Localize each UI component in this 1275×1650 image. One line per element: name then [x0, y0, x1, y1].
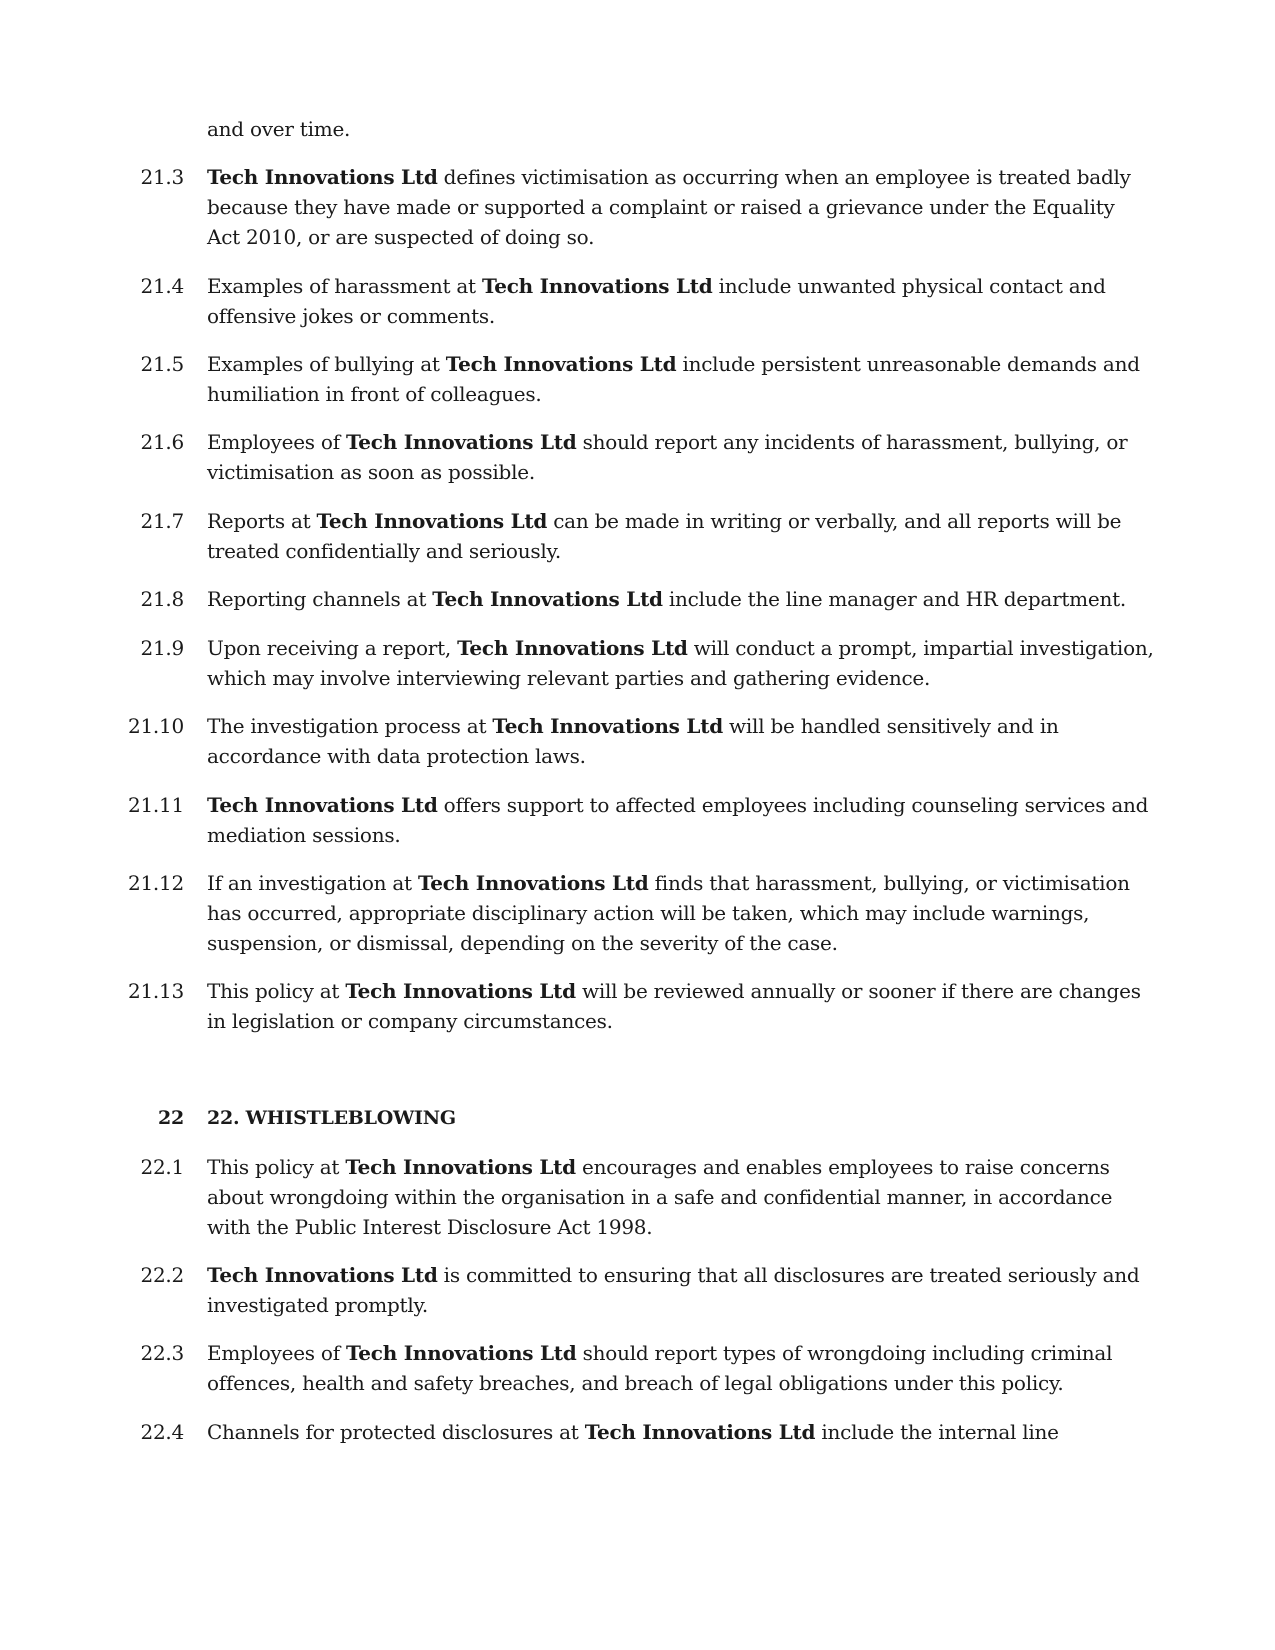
clause-line: because they have made or supported a complaint or raised a grievance under the Equality — [207, 195, 1115, 219]
clause-line: has occurred, appropriate disciplinary action will be taken, which may include warnings, — [207, 901, 1090, 925]
clause-line: If an investigation at Tech Innovations Ltd finds that harassment, bullying, or victimisation — [207, 871, 1130, 895]
clause-number: 21.13 — [127, 979, 184, 1003]
clause-number: 22.1 — [140, 1155, 184, 1179]
clause-number: 22.4 — [140, 1420, 184, 1444]
clause-number: 21.9 — [140, 636, 184, 660]
clause-line: Tech Innovations Ltd offers support to affected employees including counseling services and — [207, 793, 1149, 817]
clause-line: Tech Innovations Ltd defines victimisation as occurring when an employee is treated badly — [207, 165, 1131, 189]
clause-line: This policy at Tech Innovations Ltd encourages and enables employees to raise concerns — [207, 1155, 1110, 1179]
clause-number: 22.2 — [140, 1263, 184, 1287]
clause-number: 21.12 — [127, 871, 184, 895]
clause-line: in legislation or company circumstances. — [207, 1009, 613, 1033]
clause-line: Reports at Tech Innovations Ltd can be made in writing or verbally, and all reports will be — [207, 509, 1122, 533]
clause-number: 22.3 — [140, 1341, 184, 1365]
clause-line: Tech Innovations Ltd is committed to ensuring that all disclosures are treated seriously and — [207, 1263, 1140, 1287]
company-name: Tech Innovations Ltd — [345, 1155, 576, 1179]
clause-number: 21.3 — [140, 165, 184, 189]
clause-line: The investigation process at Tech Innovations Ltd will be handled sensitively and in — [207, 714, 1059, 738]
clause-line: victimisation as soon as possible. — [207, 460, 535, 484]
clause-number: 21.5 — [140, 352, 184, 376]
clause-line: accordance with data protection laws. — [207, 744, 586, 768]
clause-line: humiliation in front of colleagues. — [207, 382, 542, 406]
clause-number: 21.11 — [127, 793, 184, 817]
clause-number: 21.8 — [140, 587, 184, 611]
clause-line: investigated promptly. — [207, 1293, 428, 1317]
clause-line: Reporting channels at Tech Innovations Ltd include the line manager and HR department. — [207, 587, 1126, 611]
company-name: Tech Innovations Ltd — [492, 714, 723, 738]
clause-line: about wrongdoing within the organisation in a safe and confidential manner, in accordance — [207, 1185, 1113, 1209]
clause-number: 21.6 — [140, 430, 184, 454]
company-name: Tech Innovations Ltd — [207, 165, 438, 189]
company-name: Tech Innovations Ltd — [481, 274, 713, 298]
clause-number: 21.4 — [140, 274, 184, 298]
section-number: 22 — [158, 1107, 184, 1129]
clause-line: mediation sessions. — [207, 823, 401, 847]
company-name: Tech Innovations Ltd — [445, 352, 677, 376]
clause-line: Channels for protected disclosures at Tech Innovations Ltd include the internal line — [207, 1420, 1059, 1444]
clause-line: treated confidentially and seriously. — [207, 539, 561, 563]
clause-line: Examples of bullying at Tech Innovations Ltd include persistent unreasonable demands and — [207, 352, 1140, 376]
section-heading: 22. WHISTLEBLOWING — [207, 1107, 456, 1129]
clause-line: suspension, or dismissal, depending on the severity of the case. — [207, 931, 838, 955]
company-name: Tech Innovations Ltd — [432, 587, 663, 611]
clause-number: 21.7 — [140, 509, 184, 533]
company-name: Tech Innovations Ltd — [345, 979, 576, 1003]
clause-line: This policy at Tech Innovations Ltd will be reviewed annually or sooner if there are changes — [207, 979, 1141, 1003]
company-name: Tech Innovations Ltd — [417, 871, 649, 895]
company-name: Tech Innovations Ltd — [316, 509, 548, 533]
company-name: Tech Innovations Ltd — [345, 430, 577, 454]
clause-line: with the Public Interest Disclosure Act 1998. — [207, 1215, 653, 1239]
clause-line: offences, health and safety breaches, and breach of legal obligations under this policy. — [207, 1371, 1064, 1395]
continuation-text: and over time. — [207, 117, 351, 141]
clause-line: Upon receiving a report, Tech Innovations Ltd will conduct a prompt, impartial investigation, — [207, 636, 1154, 660]
clause-line: Employees of Tech Innovations Ltd should report types of wrongdoing including criminal — [207, 1341, 1113, 1365]
clause-line: which may involve interviewing relevant parties and gathering evidence. — [207, 666, 931, 690]
company-name: Tech Innovations Ltd — [345, 1341, 577, 1365]
company-name: Tech Innovations Ltd — [457, 636, 688, 660]
company-name: Tech Innovations Ltd — [207, 793, 438, 817]
clause-number: 21.10 — [127, 714, 184, 738]
clause-line: Examples of harassment at Tech Innovations Ltd include unwanted physical contact and — [207, 274, 1106, 298]
company-name: Tech Innovations Ltd — [584, 1420, 816, 1444]
clause-line: Employees of Tech Innovations Ltd should report any incidents of harassment, bullying, or — [207, 430, 1128, 454]
clause-line: Act 2010, or are suspected of doing so. — [207, 225, 595, 249]
clause-line: offensive jokes or comments. — [207, 304, 496, 328]
company-name: Tech Innovations Ltd — [207, 1263, 438, 1287]
